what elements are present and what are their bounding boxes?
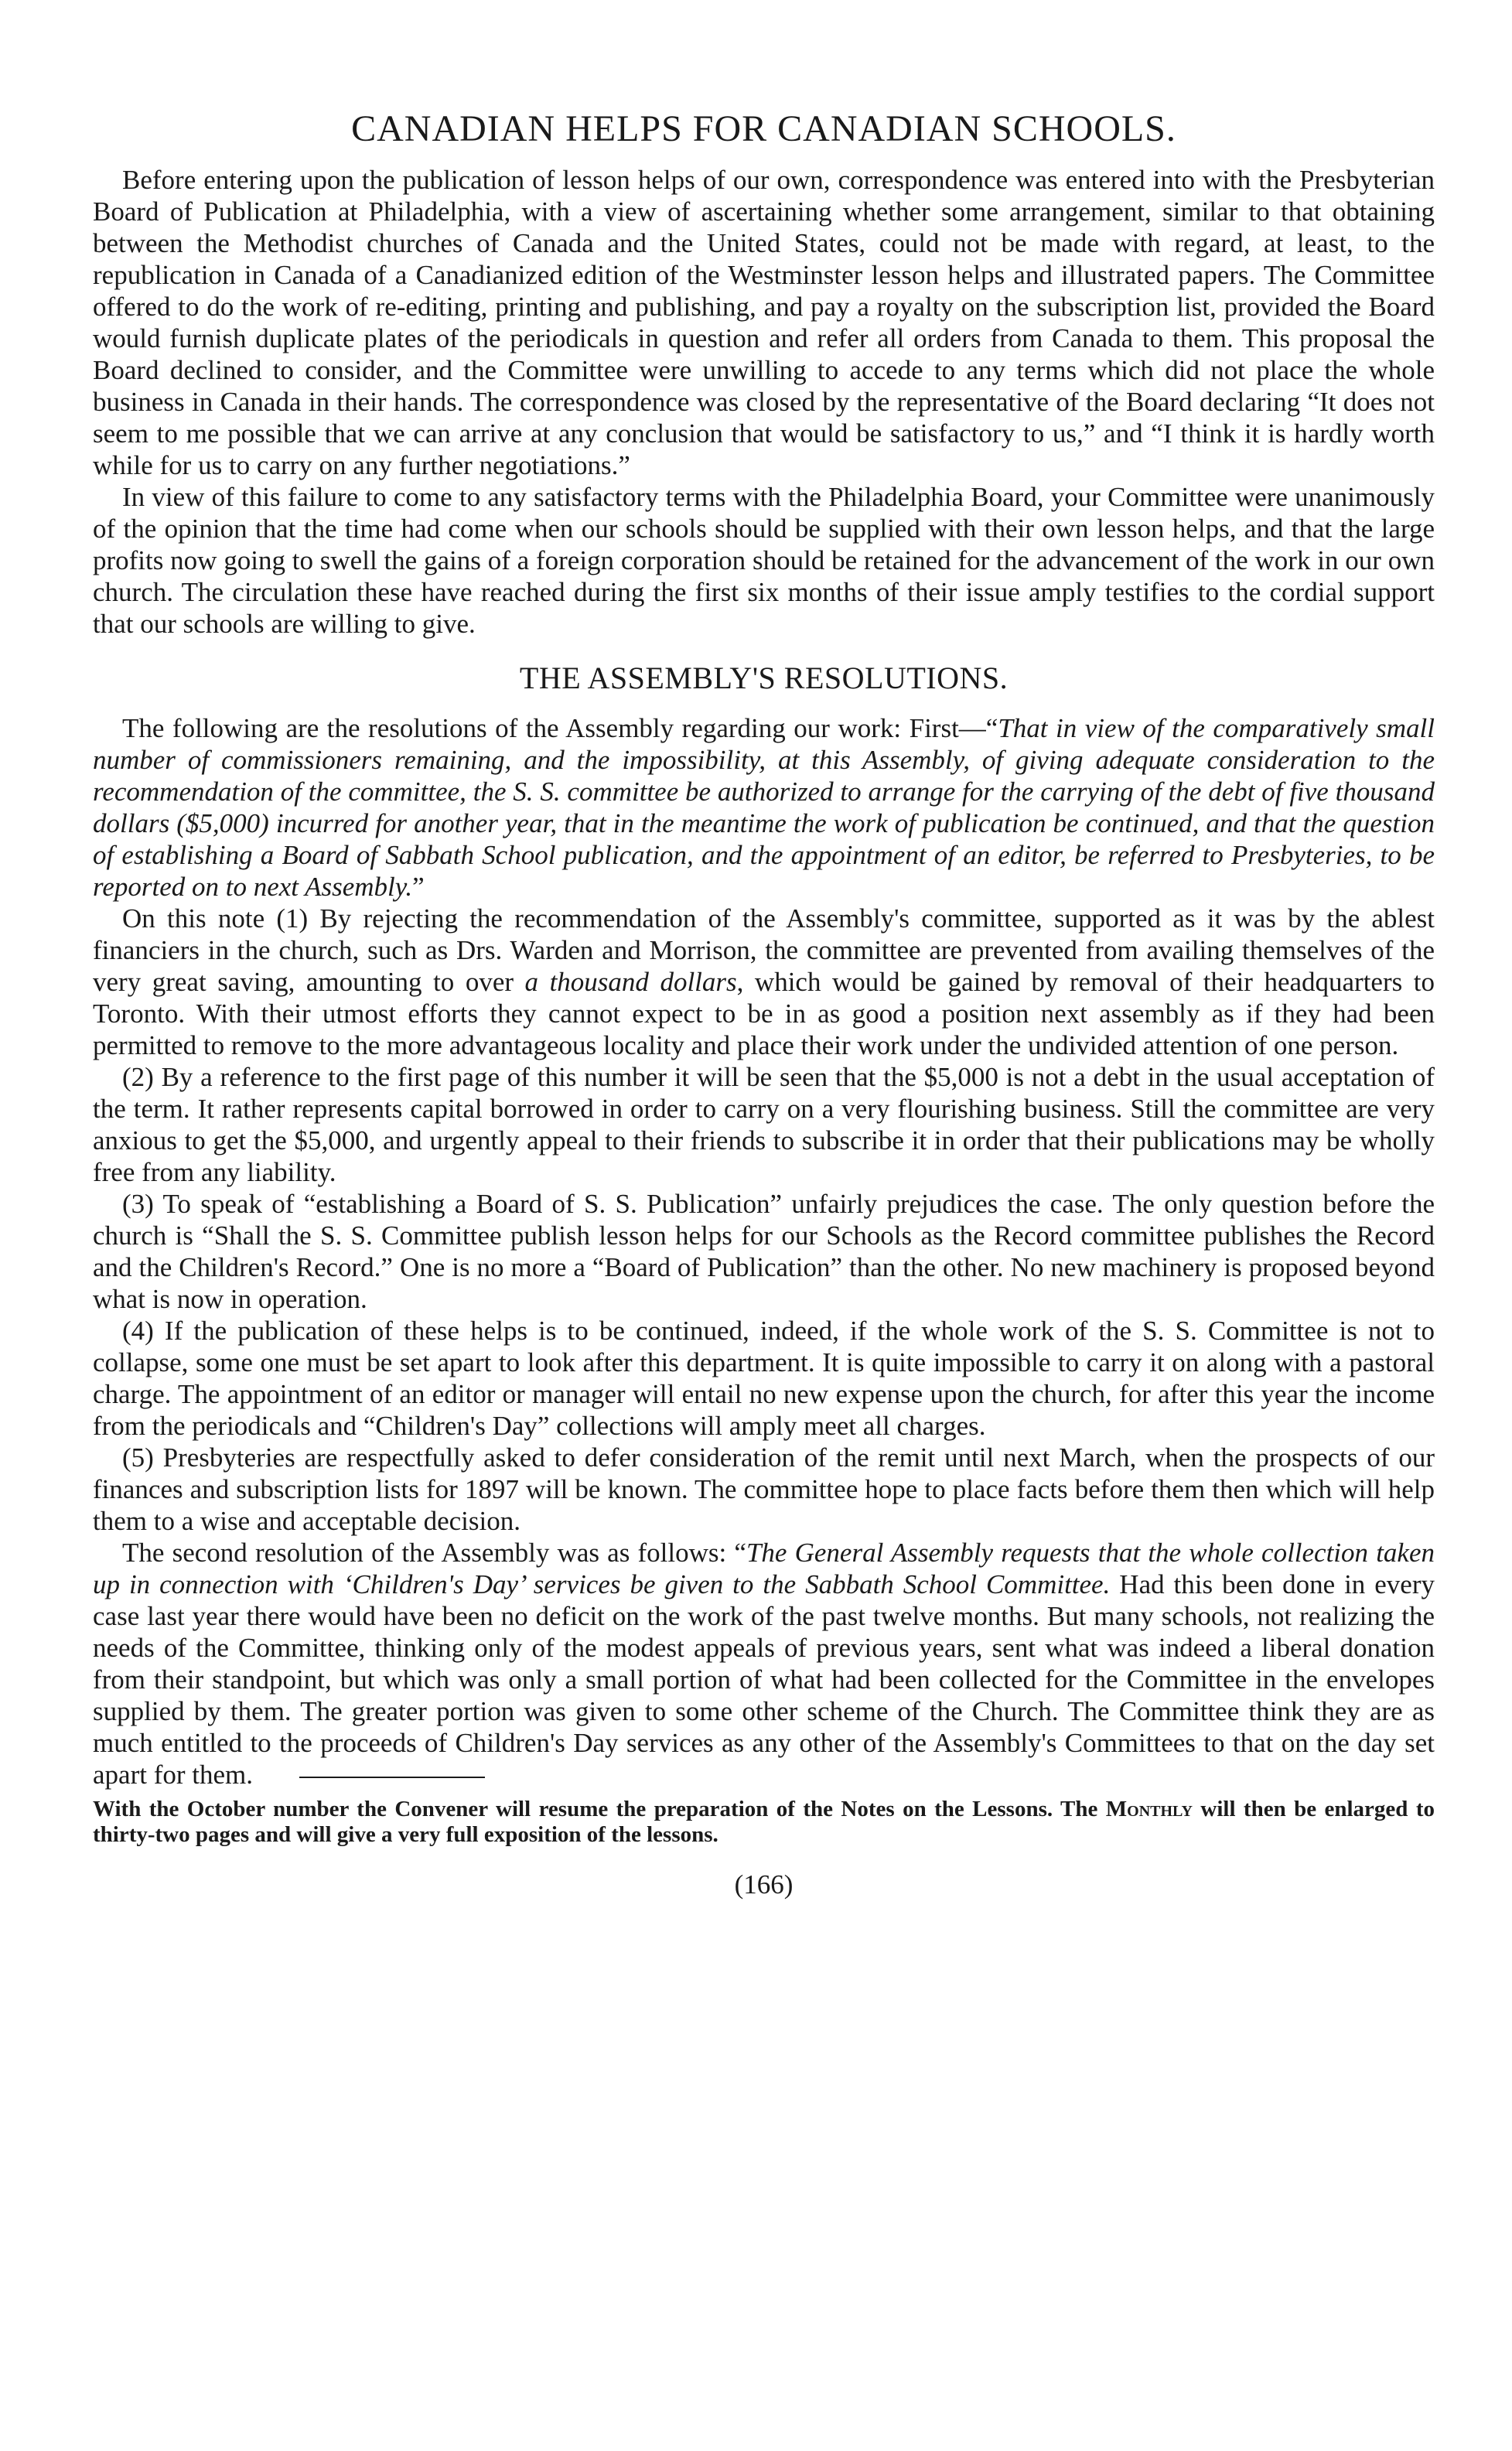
article-title: CANADIAN HELPS FOR CANADIAN SCHOOLS. bbox=[351, 108, 1176, 149]
resolution-second-lead: The second resolution of the Assembly was as follows: “ bbox=[122, 1537, 746, 1568]
separator-rule bbox=[299, 1777, 485, 1778]
footnote-part-2: will then be enlarged to thirty-two pages and will give a very full exposition of the lessons. bbox=[93, 1796, 1435, 1847]
resolution-second-paragraph bbox=[93, 1537, 1435, 1790]
intro-paragraph-1: Before entering upon the publication of lesson helps of our own, correspondence was entered into with the Presbyterian Board of Publication at Philadelphia, with a view of ascertaining whether some arrangement, similar to that obtaining between the Methodist churches of Canada and the United States, could not be made with regard, at least, to the republication in Canada of a Canadianized edition of the Westminster lesson helps and illustrated papers. The Committee offered to do the work of re-editing, printing and publishing, and pay a royalty on the subscription list, provided the Board would furnish duplicate plates of the periodicals in question and refer all orders from Canada to them. This proposal the Board declined to consider, and the Committee were unwilling to accede to any terms which did not place the whole business in Canada in their hands. The correspondence was closed by the representative of the Board declaring “It does not seem to me possible that we can arrive at any conclusion that would be satisfactory to us,” and “I think it is hardly worth while for us to carry on any further negotiations.” bbox=[93, 164, 1435, 480]
note-point-3: (3) To speak of “establishing a Board of S. S. Publication” unfairly prejudices the case. The only question before the church is “Shall the S. S. Committee publish lesson helps for our Schools as the Record committee publishes the Record and the Children's Record.” One is no more a “Board of Publication” than the other. No new machinery is proposed beyond what is now in operation. bbox=[93, 1188, 1435, 1314]
resolution-first-paragraph bbox=[93, 712, 1435, 903]
page-number: (166) bbox=[734, 1869, 794, 1900]
note-point-1-before: On this note (1) By rejecting the recommendation of the Assembly's committee, supported as it was by the ablest financiers in the church, such as Drs. Warden and Morrison, the committee are prevented from availing themselves of the very great saving, amounting to over bbox=[93, 903, 1435, 997]
document-page bbox=[93, 93, 1435, 1900]
resolution-second-after: Had this been done in every case last year there would have been no deficit on the work of the past twelve months. But many schools, not realizing the needs of the Committee, thinking only of the modest appeals of previous years, sent what was indeed a liberal donation from their standpoint, but which was only a small portion of what had been collected for the Committee in the envelopes supplied by them. The greater portion was given to some other scheme of the Church. The Committee think they are as much entitled to the proceeds of Children's Day services as any other of the Assembly's Committees to that on the day set apart for them. bbox=[93, 1569, 1435, 1790]
resolution-second-quote: The General Assembly requests that the whole collection taken up in connection with ‘Children's Day’ services be given to the Sabbath School Committee. bbox=[93, 1537, 1435, 1599]
intro-paragraph-2: In view of this failure to come to any satisfactory terms with the Philadelphia Board, your Committee were unanimously of the opinion that the time had come when our schools should be supplied with their own lesson helps, and that the large profits now going to swell the gains of a foreign corporation should be retained for the advancement of the work in our own church. The circulation these have reached during the first six months of their issue amply testifies to the cordial support that our schools are willing to give. bbox=[93, 481, 1435, 639]
note-point-2: (2) By a reference to the first page of this number it will be seen that the $5,000 is not a debt in the usual acceptation of the term. It rather represents capital borrowed in order to carry on a very flourishing business. Still the committee are very anxious to get the $5,000, and urgently appeal to their friends to subscribe it in order that their publications may be wholly free from any liability. bbox=[93, 1061, 1435, 1187]
section-heading: THE ASSEMBLY'S RESOLUTIONS. bbox=[519, 660, 1009, 695]
note-point-5: (5) Presbyteries are respectfully asked to defer consideration of the remit until next March, when the prospects of our finances and subscription lists for 1897 will be known. The committee hope to place facts before them then which will help them to a wise and acceptable decision. bbox=[93, 1442, 1435, 1536]
note-point-1 bbox=[93, 903, 1435, 1061]
note-point-4: (4) If the publication of these helps is to be continued, indeed, if the whole work of the S. S. Committee is not to collapse, some one must be set apart to look after this department. It is quite impossible to carry it on along with a pastoral charge. The appointment of an editor or manager will entail no new expense upon the church, for after this year the income from the periodicals and “Children's Day” collections will amply meet all charges. bbox=[93, 1315, 1435, 1441]
footnote bbox=[93, 1797, 1435, 1848]
resolution-first-quote: That in view of the comparatively small number of commissioners remaining, and the impossibility, at this Assembly, of giving adequate consideration to the recommendation of the committee, the S. S. committee be authorized to arrange for the carrying of the debt of five thousand dollars ($5,000) incurred for another year, that in the meantime the work of publication be continued, and that the question of establishing a Board of Sabbath School publication, and the appointment of an editor, be referred to Presbyteries, to be reported on to next Assembly. bbox=[93, 712, 1435, 902]
resolution-first-lead: The following are the resolutions of the Assembly regarding our work: First—“ bbox=[122, 712, 998, 743]
footnote-part-1: With the October number the Convener will resume the preparation of the Notes on the Lessons. The bbox=[93, 1796, 1106, 1821]
footnote-monthly: Monthly bbox=[1105, 1796, 1193, 1821]
note-point-1-emphasis: a thousand dollars bbox=[524, 966, 737, 997]
note-point-1-after: , which would be gained by removal of their headquarters to Toronto. With their utmost efforts they cannot expect to be in as good a position next assembly as if they had been permitted to remove to the more advantageous locality and place their work under the undivided attention of one person. bbox=[93, 966, 1435, 1060]
resolution-first-close: ” bbox=[412, 871, 425, 902]
